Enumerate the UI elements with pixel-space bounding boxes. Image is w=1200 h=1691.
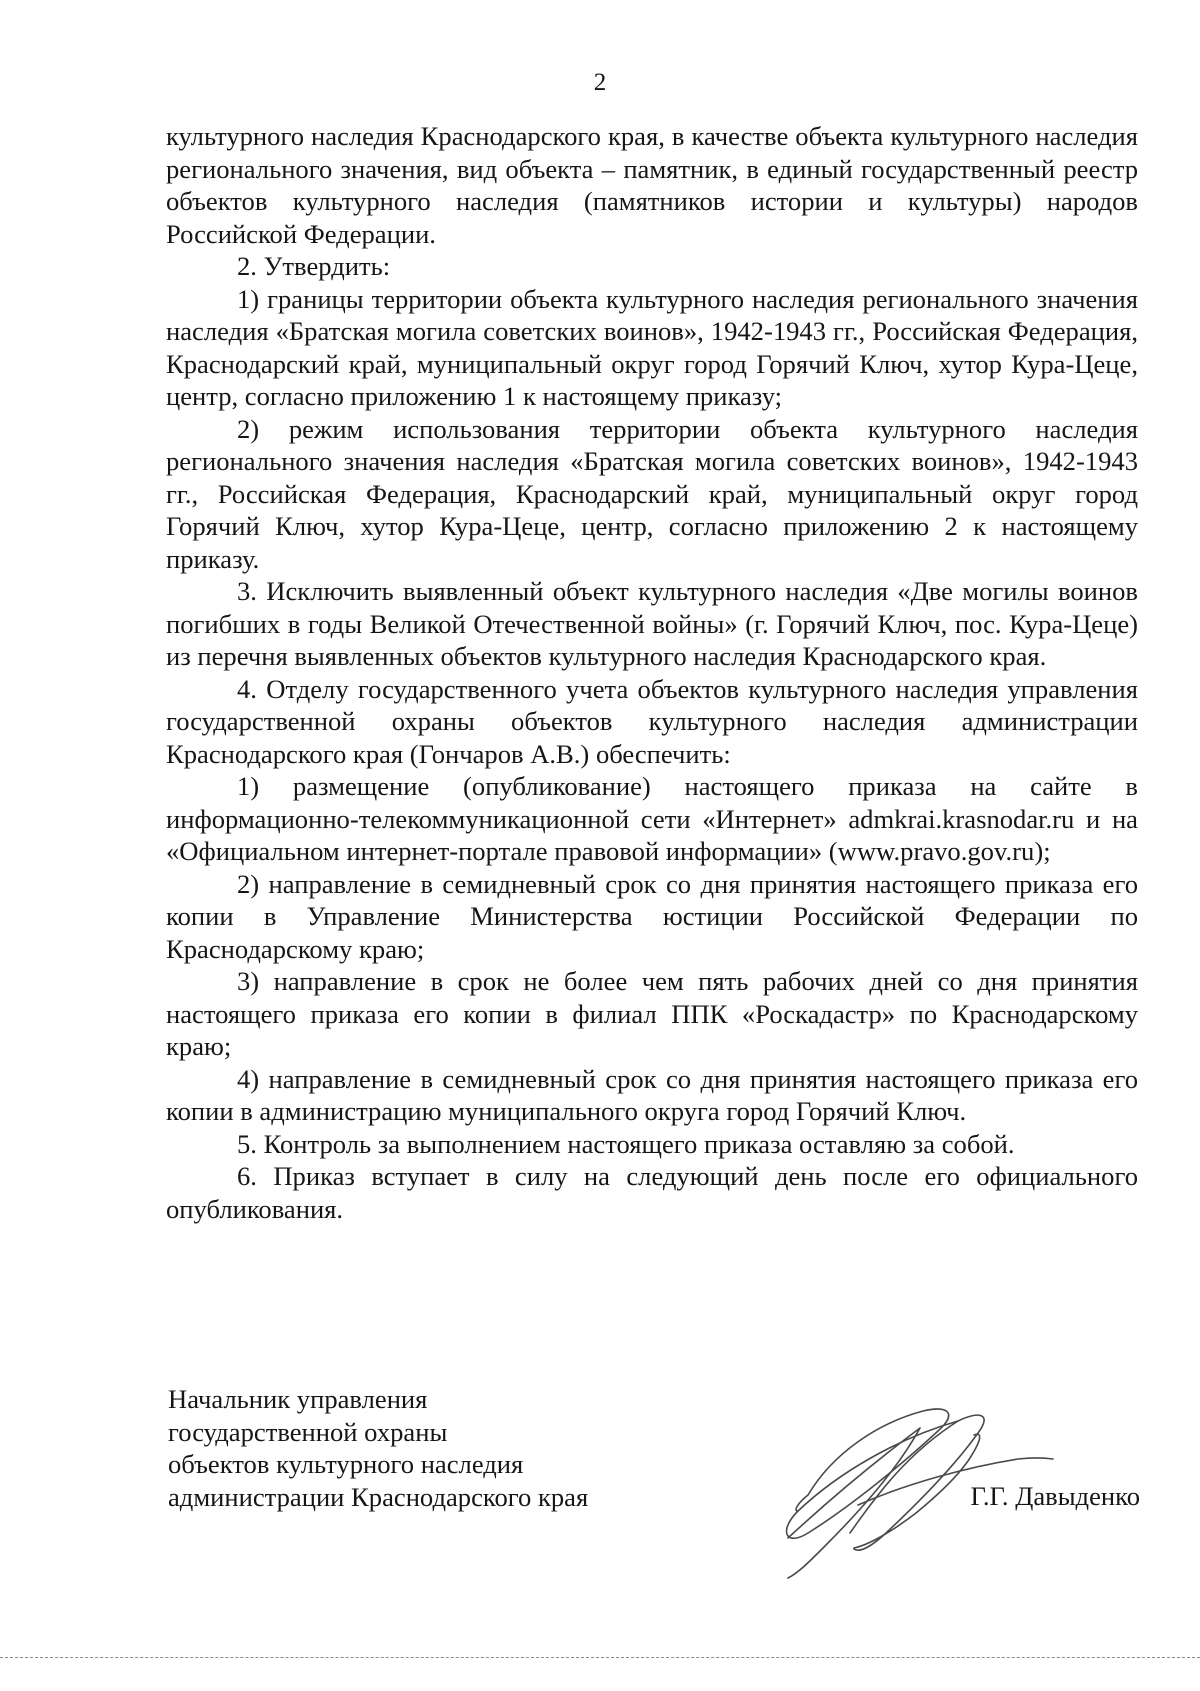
- paragraph-item-4-1: 1) размещение (опубликование) настоящего приказа на сайте в информационно-телекоммуникационной сети «Интернет» admkrai.krasnodar.ru и на «Официальном интернет-портале правовой информации» (www.pravo.gov.ru);: [166, 771, 1138, 866]
- page-footer-rule: [0, 1657, 1200, 1658]
- paragraph-item-2-2: 2) режим использования территории объекта культурного наследия регионального значения наследия «Братская могила советских воинов», 1942-1943 гг., Российская Федерация, Краснодарский край, муниципальный округ город Горячий Ключ, хутор Кура-Цеце, центр, согласно приложению 2 к настоящему приказу.: [166, 413, 1138, 574]
- document-body: [166, 120, 1138, 1225]
- paragraph-item-5: 5. Контроль за выполнением настоящего приказа оставляю за собой.: [237, 1128, 1015, 1159]
- signature-stroke: [787, 1409, 958, 1538]
- paragraph-item-2: 2. Утвердить:: [237, 251, 391, 281]
- signer-position-line: администрации Краснодарского края: [168, 1481, 589, 1512]
- paragraph-item-6: 6. Приказ вступает в силу на следующий день после его официального опубликования.: [166, 1161, 1138, 1224]
- paragraph-item-4-2: 2) направление в семидневный срок со дня принятия настоящего приказа его копии в Управление Министерства юстиции Российской Федерации по Краснодарскому краю;: [166, 868, 1138, 964]
- page-number: 2: [593, 69, 607, 96]
- signer-position: [168, 1383, 668, 1513]
- paragraph-item-4: 4. Отделу государственного учета объектов культурного наследия управления государственной охраны объектов культурного наследия администрации Краснодарского края (Гончаров А.В.) обеспечить:: [166, 673, 1138, 769]
- paragraph-item-3: 3. Исключить выявленный объект культурного наследия «Две могилы воинов погибших в годы Великой Отечественной войны» (г. Горячий Ключ, пос. Кура-Цеце) из перечня выявленных объектов культурного наследия Краснодарского края.: [166, 576, 1138, 671]
- signer-name: Г.Г. Давыденко: [970, 1481, 1140, 1511]
- signature-stroke: [854, 1434, 980, 1548]
- paragraph-continuation: культурного наследия Краснодарского края, в качестве объекта культурного наследия регионального значения, вид объекта – памятник, в единый государственный реестр объектов культурного наследия (памятников истории и культуры) народов Российской Федерации.: [166, 121, 1138, 249]
- paragraph-item-4-3: 3) направление в срок не более чем пять рабочих дней со дня принятия настоящего приказа его копии в филиал ППК «Роскадастр» по Краснодарскому краю;: [166, 966, 1138, 1061]
- signer-position-line: Начальник управления: [168, 1384, 428, 1414]
- signer-position-line: объектов культурного наследия: [168, 1449, 524, 1479]
- paragraph-item-2-1: 1) границы территории объекта культурного наследия регионального значения наследия «Братская могила советских воинов», 1942-1943 гг., Российская Федерация, Краснодарский край, муниципальный округ город Горячий Ключ, хутор Кура-Цеце, центр, согласно приложению 1 к настоящему приказу;: [166, 283, 1138, 411]
- signer-position-line: государственной охраны: [168, 1416, 448, 1447]
- paragraph-item-4-4: 4) направление в семидневный срок со дня принятия настоящего приказа его копии в администрацию муниципального округа город Горячий Ключ.: [166, 1063, 1138, 1126]
- signature-block: [168, 1383, 1140, 1573]
